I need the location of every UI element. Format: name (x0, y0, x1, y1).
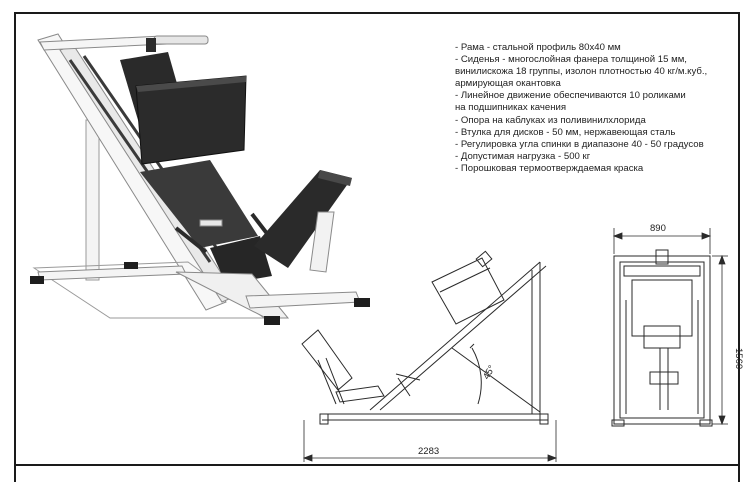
height-dimension (712, 256, 728, 424)
spec-line: армирующая окантовка (455, 78, 561, 90)
spec-line: - Втулка для дисков - 50 мм, нержавеющая сталь (455, 126, 676, 138)
spec-line: - Опора на каблуках из поливинилхлорида (455, 114, 646, 126)
spec-line: - Сиденья - многослойная фанера толщиной 15 мм, (455, 54, 687, 66)
spec-line: на подшипниках качения (455, 102, 567, 114)
spec-line: винилискожа 18 группы, изолон плотностью 40 кг/м.куб., (455, 66, 708, 78)
spec-list (455, 42, 745, 175)
spec-line: - Линейное движение обеспечиваются 10 роликами (455, 90, 686, 102)
spec-line: - Допустимая нагрузка - 500 кг (455, 150, 591, 162)
spec-line: - Порошковая термоотверждаемая краска (455, 162, 644, 174)
product-render (30, 34, 370, 325)
spec-line: - Рама - стальной профиль 80х40 мм (455, 42, 621, 53)
width-label: 890 (650, 223, 666, 234)
height-label: 1560 (733, 348, 744, 370)
front-view-drawing (612, 250, 712, 426)
length-label: 2283 (418, 446, 440, 457)
angle-label: 45° (481, 363, 498, 382)
spec-line: - Регулировка угла спинки в диапазоне 40 - 50 градусов (455, 138, 704, 150)
side-view-drawing (302, 251, 548, 424)
